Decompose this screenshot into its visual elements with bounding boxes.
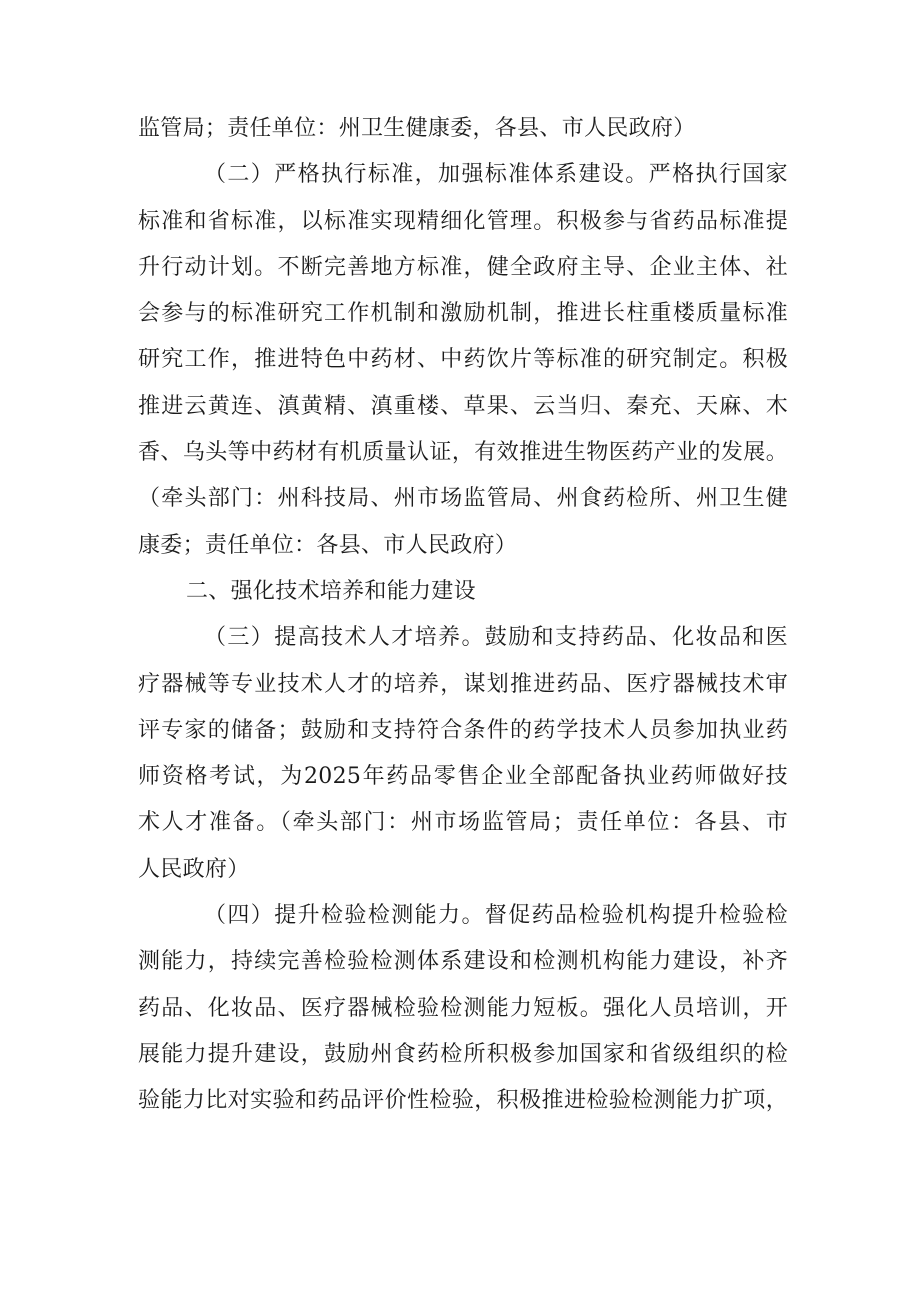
text-line: 疗器械等专业技术人才的培养，谋划推进药品、医疗器械技术审 [138,671,788,697]
text-line: 药品、化妆品、医疗器械检验检测能力短板。强化人员培训，开 [138,995,788,1021]
text-line: 研究工作，推进特色中药材、中药饮片等标准的研究制定。积极 [138,347,788,373]
text-line: 测能力，持续完善检验检测体系建设和检测机构能力建设，补齐 [138,949,788,975]
text-line: 标准和省标准，以标准实现精细化管理。积极参与省药品标准提 [138,208,788,234]
paragraph-heading-4: （四）提升检验检测能力。督促药品检验机构提升检验检 [204,903,788,929]
text-line: 师资格考试，为2025年药品零售企业全部配备执业药师做好技 [138,764,788,790]
text-line: 监管局；责任单位：州卫生健康委，各县、市人民政府） [138,116,696,141]
document-body [138,106,788,1125]
paragraph-heading-2: （二）严格执行标准，加强标准体系建设。严格执行国家 [204,162,788,188]
text-line: 术人才准备。（牵头部门：州市场监管局；责任单位：各县、市 [138,810,788,836]
paragraph-heading-3: （三）提高技术人才培养。鼓励和支持药品、化妆品和医 [204,625,788,651]
text-line: 升行动计划。不断完善地方标准，健全政府主导、企业主体、社 [138,254,788,280]
section-heading-2: 二、强化技术培养和能力建设 [186,578,476,604]
text-line: 验能力比对实验和药品评价性检验，积极推进检验检测能力扩项， [138,1088,788,1114]
text-line: 人民政府） [138,856,250,882]
text-line: 评专家的储备；鼓励和支持符合条件的药学技术人员参加执业药 [138,717,788,743]
text-line: 康委；责任单位：各县、市人民政府） [138,532,518,558]
text-line: 推进云黄连、滇黄精、滇重楼、草果、云当归、秦充、天麻、木 [138,393,788,419]
text-line: 会参与的标准研究工作机制和激励机制，推进长柱重楼质量标准 [138,301,788,327]
text-line: （牵头部门：州科技局、州市场监管局、州食药检所、州卫生健 [138,486,788,512]
text-line: 香、乌头等中药材有机质量认证，有效推进生物医药产业的发展。 [138,440,788,466]
text-line: 展能力提升建设，鼓励州食药检所积极参加国家和省级组织的检 [138,1041,788,1067]
